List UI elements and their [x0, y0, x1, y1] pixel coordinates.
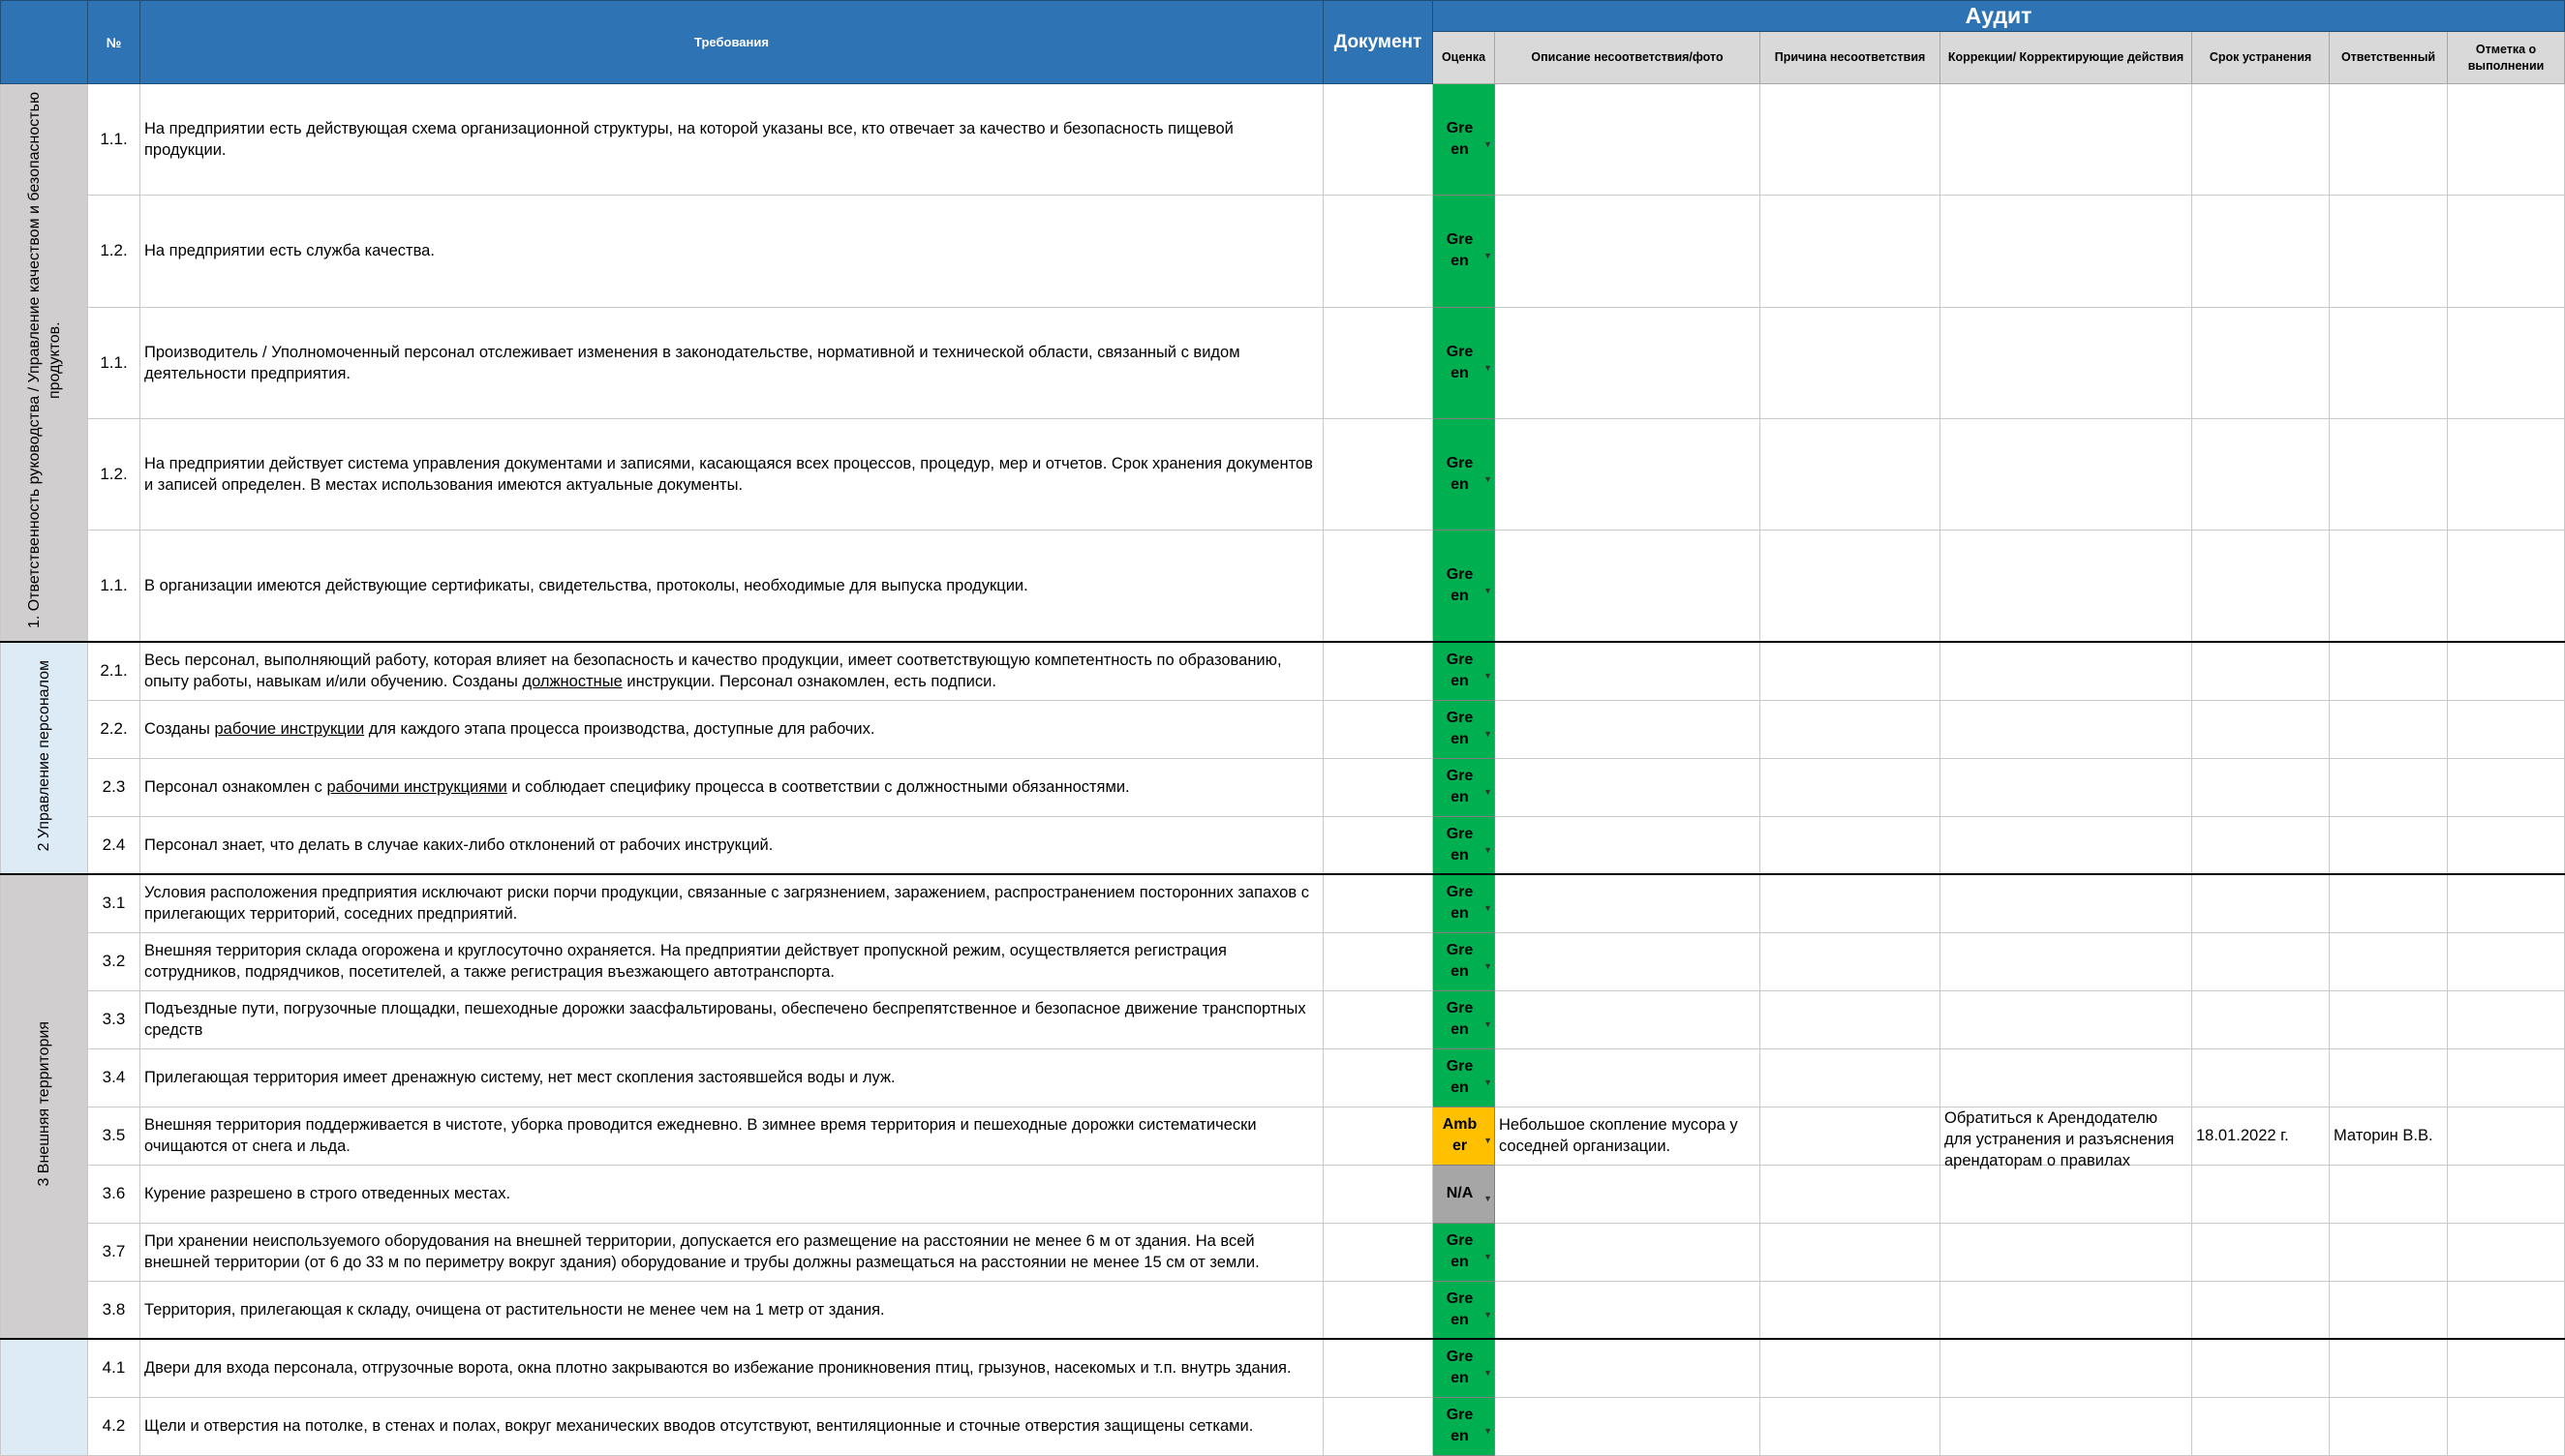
correction-cell[interactable] [1940, 1281, 2192, 1339]
requirement-cell[interactable] [140, 531, 1324, 642]
responsible-cell[interactable] [2330, 932, 2448, 990]
document-cell[interactable] [1324, 84, 1433, 196]
deadline-cell[interactable] [2192, 758, 2330, 816]
responsible-cell[interactable] [2330, 642, 2448, 700]
document-cell[interactable] [1324, 1048, 1433, 1107]
cause-cell[interactable] [1760, 1397, 1940, 1455]
responsible-cell[interactable] [2330, 1281, 2448, 1339]
table-body [1, 84, 2565, 1456]
rating-display: Gre en [1446, 825, 1474, 864]
rating-display: Gre en [1446, 1407, 1474, 1444]
correction-cell[interactable] [1940, 1048, 2192, 1107]
cause-cell[interactable] [1760, 932, 1940, 990]
rating-dropdown[interactable] [1433, 990, 1495, 1048]
correction-cell[interactable] [1940, 1397, 2192, 1455]
requirement-text: Щели и отверстия на потолке, в стенах и полах, вокруг механических вводов отсутствуют, вентиляционные и сточные отверстия защищены сетками. [144, 1417, 1254, 1435]
deadline-cell[interactable] [2192, 1281, 2330, 1339]
rating-display: Gre en [1446, 343, 1474, 381]
requirement-text: В организации имеются действующие сертификаты, свидетельства, протоколы, необходимые для выпуска продукции. [144, 577, 1028, 595]
cause-cell[interactable] [1760, 84, 1940, 196]
cause-cell[interactable] [1760, 307, 1940, 418]
description-text: Небольшое скопление мусора у соседней организации. [1499, 1116, 1738, 1155]
header-correction[interactable]: Коррекции/ Корректирующие действия [1940, 32, 2192, 84]
rating-dropdown[interactable] [1433, 1223, 1495, 1281]
responsible-cell[interactable] [2330, 1165, 2448, 1223]
header-completion[interactable]: Отметка о выполнении [2448, 32, 2565, 84]
description-cell[interactable] [1495, 1339, 1760, 1397]
rating-dropdown[interactable] [1433, 196, 1495, 307]
requirement-text: Территория, прилегающая к складу, очищена от растительности не менее чем на 1 метр от здания. [144, 1300, 885, 1319]
requirement-text: Курение разрешено в строго отведенных местах. [144, 1185, 511, 1202]
cause-cell[interactable] [1760, 196, 1940, 307]
requirement-text: Условия расположения предприятия исключают риски порчи продукции, связанные с загрязнением, заражением, распространением посторонних запахов с прилегающих территорий, соседних предприятий. [144, 884, 1310, 924]
table-row [1, 1397, 2565, 1455]
table-row [1, 1107, 2565, 1165]
deadline-cell[interactable] [2192, 418, 2330, 530]
rating-dropdown[interactable] [1433, 874, 1495, 932]
responsible-cell[interactable] [2330, 418, 2448, 530]
description-cell[interactable] [1495, 932, 1760, 990]
responsible-cell[interactable] [2330, 990, 2448, 1048]
section-title: 2 Управление персоналом [36, 659, 52, 852]
correction-cell[interactable] [1940, 1165, 2192, 1223]
rating-display: Gre en [1446, 1000, 1474, 1038]
header-cause[interactable]: Причина несоответствия [1760, 32, 1940, 84]
deadline-cell[interactable] [2192, 307, 2330, 418]
table-row [1, 1048, 2565, 1107]
completion-cell[interactable] [2448, 758, 2565, 816]
section-label-cell[interactable] [1, 874, 88, 1339]
description-cell[interactable] [1495, 758, 1760, 816]
rating-display: Gre en [1446, 652, 1474, 690]
requirement-text: Персонал ознакомлен с [144, 778, 327, 796]
description-cell[interactable] [1495, 1048, 1760, 1107]
requirement-cell[interactable] [140, 816, 1324, 874]
cause-cell[interactable] [1760, 874, 1940, 932]
row-number[interactable]: 3.5 [88, 1107, 140, 1165]
correction-cell[interactable] [1940, 418, 2192, 530]
row-number[interactable]: 3.3 [88, 990, 140, 1048]
requirement-cell[interactable] [140, 307, 1324, 418]
completion-cell[interactable] [2448, 1048, 2565, 1107]
description-cell[interactable] [1495, 1281, 1760, 1339]
header-requirements[interactable]: Требования [140, 1, 1324, 84]
rating-dropdown[interactable] [1433, 1107, 1495, 1165]
correction-cell[interactable] [1940, 932, 2192, 990]
deadline-cell[interactable]: 18.01.2022 г. [2192, 1107, 2330, 1165]
section-label-cell[interactable] [1, 1339, 88, 1455]
row-number[interactable]: 3.7 [88, 1223, 140, 1281]
correction-cell[interactable] [1940, 307, 2192, 418]
rating-display: Gre en [1446, 231, 1474, 270]
requirement-text: На предприятии действует система управления документами и записями, касающаяся всех процессов, процедур, мер и отчетов. Срок хранения документов и записей определен. В местах использования имеются актуальные документы. [144, 455, 1313, 495]
header-blank [1, 1, 88, 84]
requirement-cell[interactable] [140, 932, 1324, 990]
requirement-text-tail: и соблюдает специфику процесса в соответствии с должностными обязанностями. [506, 778, 1130, 796]
dropdown-arrow-icon[interactable]: ▼ [1483, 1077, 1492, 1087]
requirement-cell[interactable] [140, 84, 1324, 196]
correction-text: Обратиться к Арендодателю для устранения и разъяснения арендаторам о правилах [1944, 1109, 2175, 1169]
rating-display: Gre en [1446, 768, 1474, 805]
document-cell[interactable] [1324, 874, 1433, 932]
section-title: 3 Внешняя территория [36, 1021, 52, 1187]
rating-dropdown[interactable] [1433, 1165, 1495, 1223]
row-number[interactable]: 3.8 [88, 1281, 140, 1339]
completion-cell[interactable] [2448, 1281, 2565, 1339]
dropdown-arrow-icon[interactable]: ▼ [1483, 903, 1492, 914]
responsible-cell[interactable] [2330, 700, 2448, 758]
correction-cell[interactable] [1940, 642, 2192, 700]
row-number[interactable]: 2.2. [88, 700, 140, 758]
description-cell[interactable] [1495, 84, 1760, 196]
requirement-cell[interactable] [140, 642, 1324, 700]
cause-cell[interactable] [1760, 642, 1940, 700]
table-row [1, 1339, 2565, 1397]
table-row [1, 758, 2565, 816]
requirement-cell[interactable] [140, 1223, 1324, 1281]
description-cell[interactable] [1495, 642, 1760, 700]
dropdown-arrow-icon[interactable]: ▼ [1483, 1019, 1492, 1029]
row-number[interactable]: 1.1. [88, 531, 140, 642]
requirement-cell[interactable] [140, 1397, 1324, 1455]
table-row [1, 932, 2565, 990]
rating-display: Gre en [1446, 1232, 1474, 1270]
dropdown-arrow-icon[interactable]: ▼ [1483, 139, 1492, 150]
completion-cell[interactable] [2448, 1165, 2565, 1223]
deadline-cell[interactable] [2192, 1223, 2330, 1281]
rating-dropdown[interactable] [1433, 816, 1495, 874]
cause-cell[interactable] [1760, 990, 1940, 1048]
deadline-cell[interactable] [2192, 1048, 2330, 1107]
rating-display: Amb er [1442, 1116, 1478, 1154]
completion-cell[interactable] [2448, 1107, 2565, 1165]
document-cell[interactable] [1324, 700, 1433, 758]
completion-cell[interactable] [2448, 932, 2565, 990]
table-row [1, 307, 2565, 418]
responsible-cell[interactable] [2330, 758, 2448, 816]
row-number[interactable]: 1.2. [88, 418, 140, 530]
completion-cell[interactable] [2448, 700, 2565, 758]
completion-cell[interactable] [2448, 1223, 2565, 1281]
row-number[interactable]: 3.2 [88, 932, 140, 990]
document-cell[interactable] [1324, 531, 1433, 642]
rating-display: Gre en [1446, 120, 1474, 159]
section-label-cell[interactable] [1, 642, 88, 874]
document-cell[interactable] [1324, 1165, 1433, 1223]
document-cell[interactable] [1324, 1339, 1433, 1397]
dropdown-arrow-icon[interactable]: ▼ [1483, 1426, 1492, 1436]
dropdown-arrow-icon[interactable]: ▼ [1483, 844, 1492, 855]
rating-dropdown[interactable] [1433, 1397, 1495, 1455]
description-cell[interactable] [1495, 874, 1760, 932]
requirement-cell[interactable] [140, 1339, 1324, 1397]
dropdown-arrow-icon[interactable]: ▼ [1483, 1194, 1492, 1203]
description-cell[interactable] [1495, 816, 1760, 874]
rating-display: Gre en [1446, 455, 1474, 494]
cause-cell[interactable] [1760, 816, 1940, 874]
document-cell[interactable] [1324, 196, 1433, 307]
row-number[interactable]: 1.1. [88, 307, 140, 418]
requirement-text: Производитель / Уполномоченный персонал отслеживает изменения в законодательстве, нормативной и технической области, связанный с видом деятельности предприятия. [144, 343, 1240, 382]
rating-dropdown[interactable] [1433, 531, 1495, 642]
section-title: 1. Ответственность руководства / Управление качеством и безопасностью продуктов. [25, 92, 63, 628]
completion-cell[interactable] [2448, 307, 2565, 418]
completion-cell[interactable] [2448, 418, 2565, 530]
rating-dropdown[interactable] [1433, 1339, 1495, 1397]
correction-cell[interactable] [1940, 990, 2192, 1048]
requirement-text: На предприятии есть служба качества. [144, 242, 435, 260]
correction-cell[interactable] [1940, 1223, 2192, 1281]
requirement-text: Внешняя территория склада огорожена и круглосуточно охраняется. На предприятии действует пропускной режим, осуществляется регистрация сотрудников, подрядчиков, посетителей, а также регистрация въезжающего автотранспорта. [144, 942, 1227, 981]
completion-cell[interactable] [2448, 196, 2565, 307]
requirement-cell[interactable] [140, 700, 1324, 758]
responsible-cell[interactable] [2330, 1397, 2448, 1455]
document-cell[interactable] [1324, 1223, 1433, 1281]
requirement-text-tail: для каждого этапа процесса производства, доступные для рабочих. [364, 720, 875, 738]
responsible-cell[interactable]: Маторин В.В. [2330, 1107, 2448, 1165]
cause-cell[interactable] [1760, 418, 1940, 530]
deadline-cell[interactable] [2192, 1165, 2330, 1223]
table-row [1, 700, 2565, 758]
row-number[interactable]: 2.1. [88, 642, 140, 700]
table-row [1, 1165, 2565, 1223]
dropdown-arrow-icon[interactable]: ▼ [1483, 787, 1492, 797]
completion-cell[interactable] [2448, 84, 2565, 196]
correction-cell[interactable] [1940, 531, 2192, 642]
completion-cell[interactable] [2448, 816, 2565, 874]
completion-cell[interactable] [2448, 1339, 2565, 1397]
cause-cell[interactable] [1760, 1223, 1940, 1281]
rating-dropdown[interactable] [1433, 700, 1495, 758]
section-label-cell[interactable] [1, 84, 88, 643]
correction-cell[interactable] [1940, 816, 2192, 874]
header-document[interactable]: Документ [1324, 1, 1433, 84]
cause-cell[interactable] [1760, 1281, 1940, 1339]
correction-cell[interactable] [1940, 1107, 2192, 1169]
row-number[interactable]: 1.1. [88, 84, 140, 196]
deadline-cell[interactable] [2192, 531, 2330, 642]
dropdown-arrow-icon[interactable]: ▼ [1483, 961, 1492, 971]
dropdown-arrow-icon[interactable]: ▼ [1483, 1309, 1492, 1320]
rating-display: Gre en [1446, 1058, 1474, 1096]
description-cell[interactable] [1495, 196, 1760, 307]
document-cell[interactable] [1324, 1281, 1433, 1339]
rating-dropdown[interactable] [1433, 307, 1495, 418]
deadline-cell[interactable] [2192, 196, 2330, 307]
header-audit[interactable]: Аудит [1433, 1, 2565, 32]
table-row [1, 1223, 2565, 1281]
rating-dropdown[interactable] [1433, 932, 1495, 990]
requirement-cell[interactable] [140, 990, 1324, 1048]
requirement-text: Персонал знает, что делать в случае каких-либо отклонений от рабочих инструкций. [144, 835, 774, 854]
requirement-cell[interactable] [140, 196, 1324, 307]
row-number[interactable]: 3.6 [88, 1165, 140, 1223]
completion-cell[interactable] [2448, 1397, 2565, 1455]
document-cell[interactable] [1324, 758, 1433, 816]
correction-cell[interactable] [1940, 874, 2192, 932]
dropdown-arrow-icon[interactable]: ▼ [1483, 729, 1492, 739]
deadline-cell[interactable] [2192, 700, 2330, 758]
rating-display: N/A [1446, 1185, 1474, 1201]
row-number[interactable]: 1.2. [88, 196, 140, 307]
deadline-cell[interactable] [2192, 1397, 2330, 1455]
correction-cell[interactable] [1940, 700, 2192, 758]
header-description[interactable]: Описание несоответствия/фото [1495, 32, 1760, 84]
row-number[interactable]: 3.1 [88, 874, 140, 932]
responsible-cell[interactable] [2330, 84, 2448, 196]
requirement-text: Двери для входа персонала, отгрузочные ворота, окна плотно закрываются во избежание проникновения птиц, грызунов, насекомых и т.п. внутрь здания. [144, 1359, 1292, 1378]
document-cell[interactable] [1324, 307, 1433, 418]
table-row [1, 196, 2565, 307]
requirement-text: На предприятии есть действующая схема организационной структуры, на которой указаны все, кто отвечает за качество и безопасность пищевой продукции. [144, 120, 1234, 160]
row-number[interactable]: 2.4 [88, 816, 140, 874]
document-cell[interactable] [1324, 418, 1433, 530]
correction-cell[interactable] [1940, 84, 2192, 196]
cause-cell[interactable] [1760, 1165, 1940, 1223]
correction-cell[interactable] [1940, 196, 2192, 307]
table-row [1, 642, 2565, 700]
rating-dropdown[interactable] [1433, 1281, 1495, 1339]
rating-dropdown[interactable] [1433, 418, 1495, 530]
rating-display: Gre en [1446, 566, 1474, 605]
header-number[interactable]: № [88, 1, 140, 84]
cause-cell[interactable] [1760, 1107, 1940, 1165]
requirement-text: Подъездные пути, погрузочные площадки, пешеходные дорожки заасфальтированы, обеспечено беспрепятственное и безопасное движение транспортных средств [144, 1000, 1306, 1039]
rating-dropdown[interactable] [1433, 84, 1495, 196]
requirement-underlined-text: рабочими инструкциями [326, 778, 507, 796]
description-cell[interactable] [1495, 307, 1760, 418]
requirement-cell[interactable] [140, 1107, 1324, 1165]
responsible-cell[interactable] [2330, 1048, 2448, 1107]
requirement-cell[interactable] [140, 874, 1324, 932]
dropdown-arrow-icon[interactable]: ▼ [1483, 586, 1492, 596]
description-cell[interactable] [1495, 990, 1760, 1048]
dropdown-arrow-icon[interactable]: ▼ [1483, 1136, 1492, 1145]
dropdown-arrow-icon[interactable]: ▼ [1483, 251, 1492, 261]
document-cell[interactable] [1324, 1107, 1433, 1165]
responsible-cell[interactable] [2330, 531, 2448, 642]
header-rating[interactable]: Оценка [1433, 32, 1495, 84]
deadline-cell[interactable] [2192, 990, 2330, 1048]
responsible-cell[interactable] [2330, 816, 2448, 874]
description-cell[interactable] [1495, 1107, 1760, 1165]
requirement-cell[interactable] [140, 1048, 1324, 1107]
description-cell[interactable] [1495, 531, 1760, 642]
completion-cell[interactable] [2448, 990, 2565, 1048]
table-row [1, 874, 2565, 932]
description-cell[interactable] [1495, 418, 1760, 530]
description-cell[interactable] [1495, 1397, 1760, 1455]
description-cell[interactable] [1495, 1223, 1760, 1281]
deadline-cell[interactable] [2192, 874, 2330, 932]
header-deadline[interactable]: Срок устранения [2192, 32, 2330, 84]
requirement-text: При хранении неиспользуемого оборудования на внешней территории, допускается его размещение на расстоянии не менее 6 м от здания. На всей внешней территории (от 6 до 33 м по периметру вокруг здания) оборудование и трубы должны размещаться на расстоянии не менее 15 см от земли. [144, 1232, 1260, 1271]
rating-display: Gre en [1446, 1289, 1474, 1328]
table-row [1, 990, 2565, 1048]
rating-display: Gre en [1446, 1349, 1474, 1387]
deadline-cell[interactable] [2192, 642, 2330, 700]
cause-cell[interactable] [1760, 531, 1940, 642]
correction-cell[interactable] [1940, 758, 2192, 816]
responsible-cell[interactable] [2330, 1223, 2448, 1281]
requirement-cell[interactable] [140, 1165, 1324, 1223]
dropdown-arrow-icon[interactable]: ▼ [1483, 474, 1492, 485]
dropdown-arrow-icon[interactable]: ▼ [1483, 1252, 1492, 1261]
description-cell[interactable] [1495, 700, 1760, 758]
correction-cell[interactable] [1940, 1339, 2192, 1397]
description-cell[interactable] [1495, 1165, 1760, 1223]
row-number[interactable]: 4.2 [88, 1397, 140, 1455]
dropdown-arrow-icon[interactable]: ▼ [1483, 362, 1492, 373]
responsible-cell[interactable] [2330, 874, 2448, 932]
cause-cell[interactable] [1760, 1339, 1940, 1397]
table-row [1, 418, 2565, 530]
table-row [1, 816, 2565, 874]
document-cell[interactable] [1324, 990, 1433, 1048]
rating-dropdown[interactable] [1433, 1048, 1495, 1107]
requirement-cell[interactable] [140, 418, 1324, 530]
responsible-cell[interactable] [2330, 307, 2448, 418]
requirement-underlined-text: должностные [522, 673, 623, 691]
deadline-cell[interactable] [2192, 932, 2330, 990]
document-cell[interactable] [1324, 1397, 1433, 1455]
responsible-cell[interactable] [2330, 1339, 2448, 1397]
row-number[interactable]: 4.1 [88, 1339, 140, 1397]
cause-cell[interactable] [1760, 700, 1940, 758]
rating-dropdown[interactable] [1433, 642, 1495, 700]
deadline-cell[interactable] [2192, 84, 2330, 196]
document-cell[interactable] [1324, 932, 1433, 990]
completion-cell[interactable] [2448, 531, 2565, 642]
rating-dropdown[interactable] [1433, 758, 1495, 816]
requirement-underlined-text: рабочие инструкции [214, 720, 365, 738]
table-row [1, 531, 2565, 642]
requirement-text: Прилегающая территория имеет дренажную систему, нет мест скопления застоявшейся воды и луж. [144, 1069, 896, 1086]
deadline-cell[interactable] [2192, 1339, 2330, 1397]
requirement-cell[interactable] [140, 758, 1324, 816]
requirement-text: Созданы [144, 720, 215, 738]
requirement-text: Весь персонал, выполняющий работу, которая влияет на безопасность и качество продукции, имеет соответствующую компетентность по образованию, опыту работы, навыкам и/или обучению. Созданы [144, 652, 1282, 691]
requirement-cell[interactable] [140, 1281, 1324, 1339]
rating-display: Gre en [1446, 710, 1474, 747]
requirement-text: Внешняя территория поддерживается в чистоте, уборка проводится ежедневно. В зимнее время территория и пешеходные дорожки систематически очищаются от снега и льда. [144, 1116, 1257, 1155]
responsible-cell[interactable] [2330, 196, 2448, 307]
row-number[interactable]: 3.4 [88, 1048, 140, 1107]
dropdown-arrow-icon[interactable]: ▼ [1483, 1368, 1492, 1379]
rating-display: Gre en [1446, 884, 1474, 923]
document-cell[interactable] [1324, 642, 1433, 700]
table-row [1, 84, 2565, 196]
row-number[interactable]: 2.3 [88, 758, 140, 816]
dropdown-arrow-icon[interactable]: ▼ [1483, 671, 1492, 682]
header-responsible[interactable]: Ответственный [2330, 32, 2448, 84]
cause-cell[interactable] [1760, 758, 1940, 816]
cause-cell[interactable] [1760, 1048, 1940, 1107]
completion-cell[interactable] [2448, 642, 2565, 700]
completion-cell[interactable] [2448, 874, 2565, 932]
deadline-cell[interactable] [2192, 816, 2330, 874]
table-row [1, 1281, 2565, 1339]
rating-display: Gre en [1446, 942, 1474, 980]
document-cell[interactable] [1324, 816, 1433, 874]
requirement-text-tail: инструкции. Персонал ознакомлен, есть подписи. [622, 673, 996, 691]
